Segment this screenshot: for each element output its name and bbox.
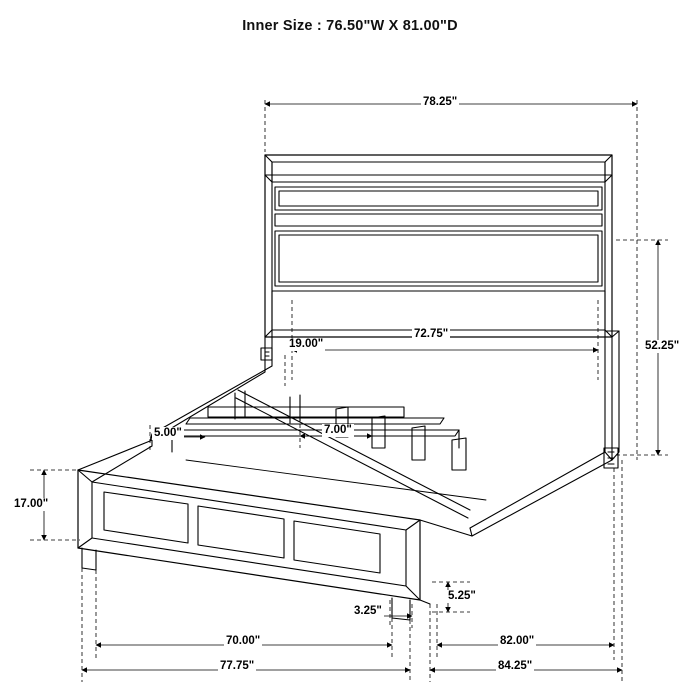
dim-slat-edge: 5.00" [154,427,182,439]
dim-footboard-height: 17.00" [14,498,49,510]
dim-headboard-clearance: 19.00" [289,338,324,350]
dim-rail-bottom: 5.25" [448,590,476,602]
dim-leg-width: 3.25" [354,605,382,617]
dim-headboard-height: 52.25" [645,340,680,352]
dim-headboard-width: 78.25" [423,96,458,108]
dim-headboard-panel-width: 72.75" [414,328,449,340]
page-title: Inner Size : 76.50"W X 81.00"D [242,18,458,34]
dim-side-inner-depth: 82.00" [500,635,535,647]
dim-overall-depth: 84.25" [498,660,533,672]
dim-footboard-inner-width: 70.00" [226,635,261,647]
dim-overall-width: 77.75" [220,660,255,672]
dim-slat-spacing: 7.00" [324,424,352,436]
